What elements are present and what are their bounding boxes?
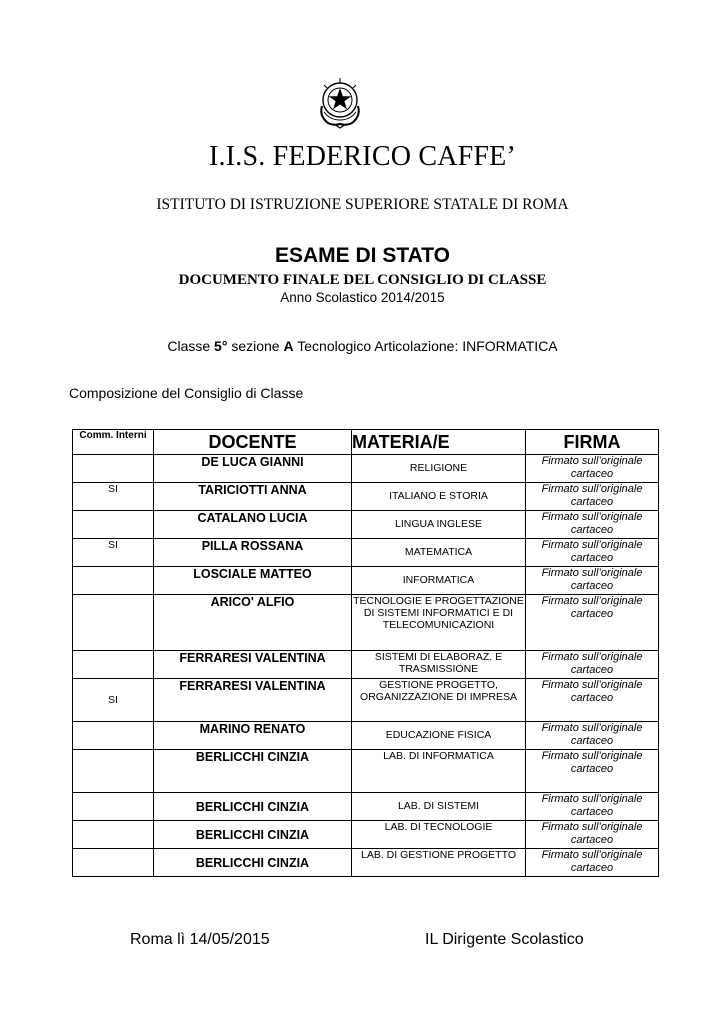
docente-cell: FERRARESI VALENTINA: [154, 651, 352, 679]
docente-cell: LOSCIALE MATTEO: [154, 567, 352, 595]
comm-cell: [73, 651, 154, 679]
materia-cell: LAB. DI TECNOLOGIE: [352, 821, 526, 849]
table-row: [73, 595, 659, 651]
firma-cell: Firmato sull’originale cartaceo: [526, 793, 659, 821]
year-value: 2014/2015: [380, 290, 445, 305]
header-docente: DOCENTE: [154, 430, 352, 455]
materia-cell: SISTEMI DI ELABORAZ. E TRASMISSIONE: [352, 651, 526, 679]
table-row: [73, 539, 659, 567]
comm-cell: [73, 793, 154, 821]
materia-cell: LAB. DI GESTIONE PROGETTO: [352, 849, 526, 877]
table-row: [73, 679, 659, 722]
comm-cell: [73, 455, 154, 483]
firma-cell: Firmato sull’originale cartaceo: [526, 679, 659, 722]
place-and-date: Roma lì 14/05/2015: [130, 931, 270, 948]
docente-cell: ARICO' ALFIO: [154, 595, 352, 651]
docente-cell: FERRARESI VALENTINA: [154, 679, 352, 722]
signature-label: IL Dirigente Scolastico: [425, 931, 584, 948]
school-year: [0, 290, 725, 305]
comm-cell: [73, 849, 154, 877]
docente-cell: BERLICCHI CINZIA: [154, 849, 352, 877]
school-name: I.I.S. FEDERICO CAFFE’: [209, 141, 516, 172]
comm-cell: SI: [73, 483, 154, 511]
docente-cell: BERLICCHI CINZIA: [154, 793, 352, 821]
docente-cell: PILLA ROSSANA: [154, 539, 352, 567]
docente-cell: MARINO RENATO: [154, 722, 352, 750]
materia-cell: MATEMATICA: [352, 539, 526, 567]
comm-cell: [73, 821, 154, 849]
firma-cell: Firmato sull’originale cartaceo: [526, 821, 659, 849]
firma-cell: Firmato sull’originale cartaceo: [526, 595, 659, 651]
materia-cell: GESTIONE PROGETTO, ORGANIZZAZIONE DI IMPRESA: [352, 679, 526, 722]
materia-cell: LAB. DI INFORMATICA: [352, 750, 526, 793]
firma-cell: Firmato sull’originale cartaceo: [526, 511, 659, 539]
firma-cell: Firmato sull’originale cartaceo: [526, 455, 659, 483]
docente-cell: BERLICCHI CINZIA: [154, 750, 352, 793]
firma-cell: Firmato sull’originale cartaceo: [526, 750, 659, 793]
materia-cell: LINGUA INGLESE: [352, 511, 526, 539]
italian-republic-emblem-icon: [316, 76, 364, 130]
table-row: [73, 567, 659, 595]
header-materia: MATERIA/E: [352, 430, 526, 455]
exam-title: ESAME DI STATO: [274, 244, 450, 267]
comm-cell: [73, 750, 154, 793]
firma-cell: Firmato sull’originale cartaceo: [526, 539, 659, 567]
docente-cell: BERLICCHI CINZIA: [154, 821, 352, 849]
table-row: [73, 455, 659, 483]
materia-cell: ITALIANO E STORIA: [352, 483, 526, 511]
council-table: [72, 429, 659, 877]
comm-cell: SI: [73, 539, 154, 567]
table-row: [73, 651, 659, 679]
docente-cell: DE LUCA GIANNI: [154, 455, 352, 483]
section-label: sezione: [231, 338, 280, 354]
comm-cell: [73, 595, 154, 651]
firma-cell: Firmato sull’originale cartaceo: [526, 651, 659, 679]
firma-cell: Firmato sull’originale cartaceo: [526, 849, 659, 877]
materia-cell: INFORMATICA: [352, 567, 526, 595]
table-row: [73, 821, 659, 849]
table-row: [73, 849, 659, 877]
materia-cell: EDUCAZIONE FISICA: [352, 722, 526, 750]
table-row: [73, 793, 659, 821]
firma-cell: Firmato sull’originale cartaceo: [526, 483, 659, 511]
class-number: 5°: [214, 338, 228, 354]
firma-cell: Firmato sull’originale cartaceo: [526, 722, 659, 750]
comm-cell: [73, 722, 154, 750]
header-comm-interni: Comm. Interni: [73, 430, 154, 455]
docente-cell: CATALANO LUCIA: [154, 511, 352, 539]
comm-cell: [73, 511, 154, 539]
section-letter: A: [283, 338, 294, 354]
class-label: Classe: [167, 338, 211, 354]
school-subtitle: ISTITUTO DI ISTRUZIONE SUPERIORE STATALE DI ROMA: [156, 196, 569, 213]
course-name: Tecnologico Articolazione: INFORMATICA: [297, 338, 558, 354]
materia-cell: TECNOLOGIE E PROGETTAZIONE DI SISTEMI INFORMATICI E DI TELECOMUNICAZIONI: [352, 595, 526, 651]
materia-cell: RELIGIONE: [352, 455, 526, 483]
table-row: [73, 483, 659, 511]
document-title: DOCUMENTO FINALE DEL CONSIGLIO DI CLASSE: [178, 272, 547, 288]
class-line: [0, 338, 725, 354]
materia-cell: LAB. DI SISTEMI: [352, 793, 526, 821]
firma-cell: Firmato sull’originale cartaceo: [526, 567, 659, 595]
table-row: [73, 722, 659, 750]
composition-label: Composizione del Consiglio di Classe: [69, 385, 304, 401]
docente-cell: TARICIOTTI ANNA: [154, 483, 352, 511]
header-firma: FIRMA: [526, 430, 659, 455]
comm-cell: SI: [73, 679, 154, 722]
table-row: [73, 511, 659, 539]
year-label: Anno Scolastico: [280, 290, 378, 305]
table-row: [73, 750, 659, 793]
comm-cell: [73, 567, 154, 595]
